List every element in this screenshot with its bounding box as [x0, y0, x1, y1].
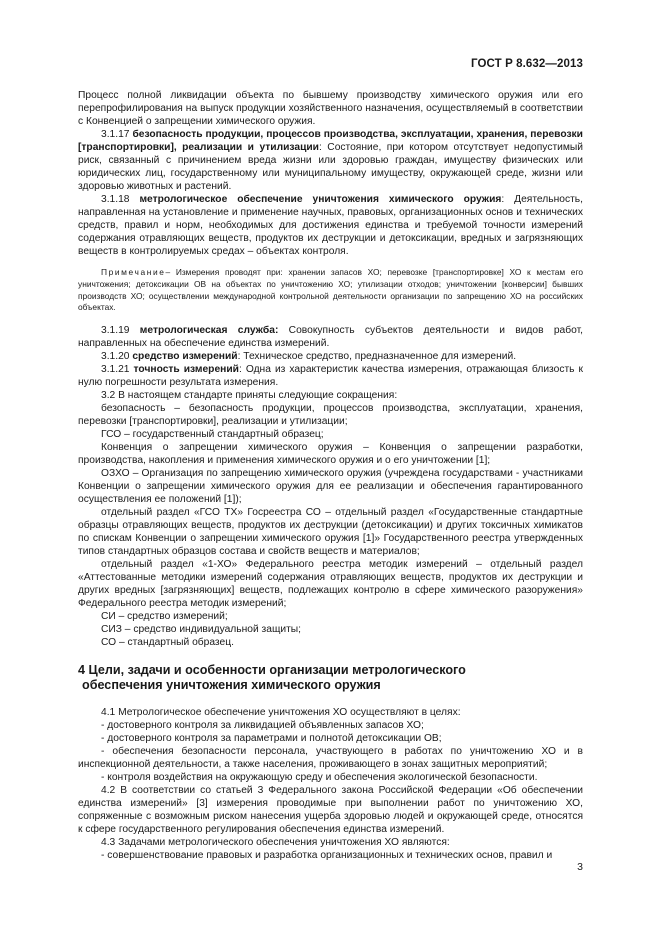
term-name: метрологическая служба:: [139, 325, 279, 337]
section-4-heading: [78, 663, 583, 693]
term-definition: : Деятельность, направленная на установление и применение научных, правовых, организационных основ и технических средств, правил и норм, необходимых для достижения единства и требуемой точности измерений содержания отравляющих веществ, продуктов их деструкции и детоксикации, вредных и загрязняющих веществ в контролируемых средах – объектах контроля.: [78, 194, 583, 257]
term-name: точность измерений: [133, 364, 239, 376]
note-paragraph: [78, 267, 583, 314]
clause-4-1-item: - контроля воздействия на окружающую среду и обеспечения экологической безопасности.: [101, 772, 538, 784]
clause-4-3: 4.3 Задачами метрологического обеспечения уничтожения ХО являются:: [101, 837, 450, 849]
term-3-1-17: [78, 128, 583, 193]
clause-4-1-item: - достоверного контроля за ликвидацией объявленных запасов ХО;: [101, 720, 424, 732]
term-name: метрологическое обеспечение уничтожения химического оружия: [139, 194, 502, 205]
abbreviation-item: ОЗХО – Организация по запрещению химического оружия (учреждена государствами - участниками Конвенции о запрещении химического оружия для ее реализации и обеспечения гарантированного осуществления ее положений [1]);: [78, 468, 583, 506]
abbreviation-item: СО – стандартный образец.: [101, 637, 234, 649]
term-number: 3.1.21: [101, 364, 130, 376]
abbreviation-item: отдельный раздел «1-ХО» Федерального реестра методик измерений – отдельный раздел «Аттестованные методики измерений содержания отравляющих веществ, продуктов их деструкции и других вредных [загрязняющих] веществ, подлежащих контролю в сфере химического разоружения» Федерального реестра методик измерений;: [78, 559, 583, 610]
abbreviation-item: отдельный раздел «ГСО ТХ» Госреестра СО – отдельный раздел «Государственные стандартные образцы отравляющих веществ, продуктов их деструкции (детоксикации) и других токсичных химикатов по спискам Конвенции о запрещении химического оружия [1]» Государственного реестра утвержденных типов стандартных образцов состава и свойств веществ и материалов;: [78, 507, 583, 558]
term-definition: : Техническое средство, предназначенное для измерений.: [237, 351, 517, 363]
term-3-1-18: [78, 193, 583, 258]
term-definition: : Одна из характеристик качества измерения, отражающая близость к нулю погрешности результата измерения.: [78, 364, 583, 389]
abbreviation-item: ГСО – государственный стандартный образец;: [101, 429, 324, 441]
term-definition: Совокупность субъектов деятельности и видов работ, направленных на обеспечение единства измерений.: [78, 325, 583, 350]
clause-4-1: 4.1 Метрологическое обеспечение уничтожения ХО осуществляют в целях:: [101, 707, 461, 719]
clause-4-3-item: - совершенствование правовых и разработка организационных и технических основ, правил и: [101, 850, 553, 862]
term-number: 3.1.18: [101, 194, 130, 205]
document-body: [78, 89, 583, 862]
heading-line: обеспечения уничтожения химического оружия: [82, 678, 381, 693]
abbreviation-item: Конвенция о запрещении химического оружия – Конвенция о запрещении разработки, производства, накопления и применения химического оружия и о его уничтожении [1];: [78, 442, 583, 467]
clause-4-2: 4.2 В соответствии со статьей 3 Федерального закона Российской Федерации «Об обеспечении единства измерений» [3] измерения проводимые при выполнении работ по уничтожению ХО, сопряженные с возможным риском нанесения ущерба здоровью людей и окружающей среде, относятся к сфере государственного регулирования обеспечения единства измерений.: [78, 785, 583, 836]
note-text: – Измерения проводят при: хранении запасов ХО; перевозке [транспортировке] ХО к местам его уничтожения; детоксикации ОВ на объектах по уничтожению ХО; утилизации отходов; уничтожении [конверсии] бывших производств ХО; осуществлении международной контрольной деятельности организации по запрещению ХО на российских объектах.: [78, 267, 583, 313]
term-definition: : Состояние, при котором отсутствует недопустимый риск, связанный с причинением вреда жизни или здоровью граждан, имуществу физических или юридических лиц, государственному или муниципальному имуществу, окружающей среде, жизни или здоровью животных и растений.: [78, 142, 583, 192]
term-name: безопасность продукции, процессов производства, эксплуатации, хранения, перевозки [транспортировки], реализации и утилизации: [78, 129, 583, 153]
clause-4-1-item: - достоверного контроля за параметрами и полнотой детоксикации ОВ;: [101, 733, 442, 745]
term-3-1-21: [78, 363, 583, 389]
heading-line: 4 Цели, задачи и особенности организации метрологического: [78, 663, 466, 678]
abbreviation-item: СИ – средство измерений;: [101, 611, 228, 623]
term-number: 3.1.20: [101, 351, 130, 363]
abbreviations-intro: 3.2 В настоящем стандарте приняты следующие сокращения:: [101, 390, 398, 402]
standard-code-header: ГОСТ Р 8.632—2013: [471, 58, 583, 70]
term-number: 3.1.17: [101, 129, 130, 140]
intro-paragraph: Процесс полной ликвидации объекта по бывшему производству химического оружия или его перепрофилирования на выпуск продукции хозяйственного назначения, осуществляемый в соответствии с Конвенцией о запрещении химического оружия.: [78, 90, 583, 127]
page-number: 3: [577, 861, 583, 873]
abbreviation-item: СИЗ – средство индивидуальной защиты;: [101, 624, 302, 636]
note-label: Примечание: [101, 267, 166, 277]
term-3-1-20: [78, 350, 583, 363]
term-number: 3.1.19: [101, 325, 130, 337]
abbreviation-item: безопасность – безопасность продукции, процессов производства, эксплуатации, хранения, перевозки [транспортировки], реализации и утилизации;: [78, 403, 583, 428]
term-3-1-19: [78, 324, 583, 350]
term-name: средство измерений: [132, 351, 238, 363]
clause-4-1-item: - обеспечения безопасности персонала, участвующего в работах по уничтожению ХО и в инспекционной деятельности, а также населения, проживающего в зонах защитных мероприятий;: [78, 746, 583, 771]
